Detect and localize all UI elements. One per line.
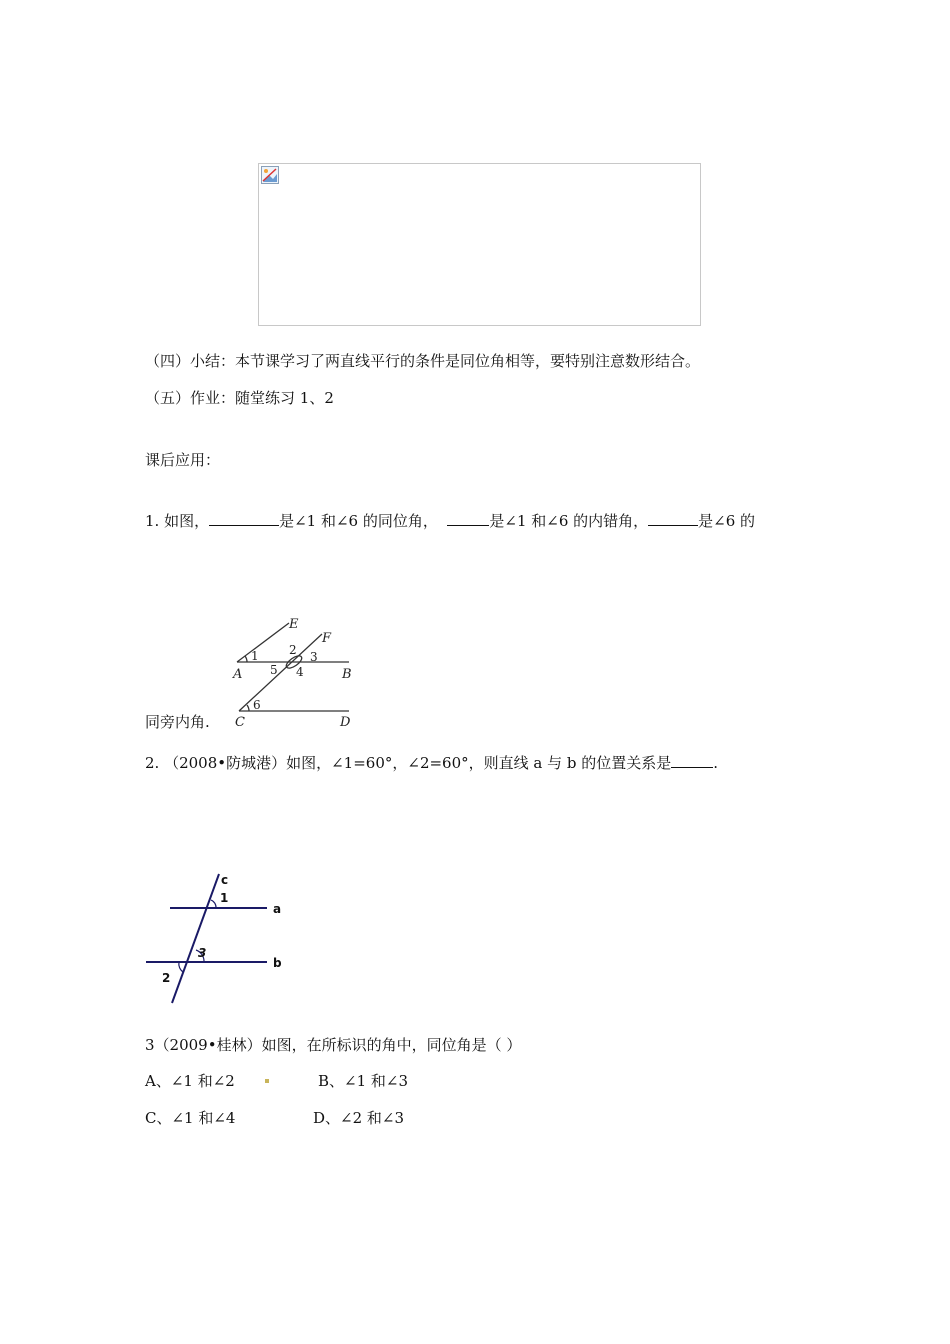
q3-option-a[interactable]: A、∠1 和∠2 <box>145 1072 235 1090</box>
fig1-angle-5: 5 <box>270 663 278 677</box>
q2-text-post: . <box>713 754 719 772</box>
question-2 <box>145 752 718 773</box>
q2-text-pre: 2. （2008•防城港）如图，∠1=60°，∠2=60°，则直线 a 与 b 的位置关系是 <box>145 754 672 772</box>
fig1-label-b: B <box>342 667 352 682</box>
fig1-angle-2: 2 <box>289 643 297 657</box>
line-cf <box>239 634 322 711</box>
q1-part1: 1. 如图， <box>145 512 210 530</box>
line-c <box>172 874 219 1003</box>
q1-part4: 是∠6 的 <box>698 512 756 530</box>
figure-2-parallel-lines <box>140 870 300 1010</box>
angle-2-arc <box>179 962 183 972</box>
fig1-angle-1: 1 <box>251 649 259 663</box>
q1-blank-3[interactable] <box>648 510 698 526</box>
homework-text: （五）作业：随堂练习 1、2 <box>145 389 334 407</box>
after-class-heading: 课后应用： <box>145 451 221 469</box>
angle-6-arc <box>247 705 249 711</box>
broken-image-placeholder <box>258 163 701 326</box>
fig1-angle-6: 6 <box>253 698 261 712</box>
q3-option-c[interactable]: C、∠1 和∠4 <box>145 1109 236 1127</box>
q1-blank-2[interactable] <box>447 510 489 526</box>
fig2-angle-3: 3 <box>198 946 207 960</box>
q1-blank-1[interactable] <box>209 510 279 526</box>
fig2-label-a: a <box>273 902 282 916</box>
question-1 <box>145 510 755 531</box>
fig1-angle-3: 3 <box>310 650 318 664</box>
fig2-angle-1: 1 <box>220 891 229 905</box>
figure-1-parallel-lines <box>225 612 365 730</box>
q1-part2: 是∠1 和∠6 的同位角， <box>279 512 438 530</box>
q1-part3: 是∠1 和∠6 的内错角， <box>489 512 649 530</box>
q2-blank[interactable] <box>671 752 713 768</box>
fig1-label-f: F <box>322 631 332 646</box>
q1-tail-text: 同旁内角. <box>145 713 210 731</box>
angle-1-arc <box>245 656 247 662</box>
fig2-label-b: b <box>273 956 282 970</box>
fig2-label-c: c <box>221 873 229 887</box>
summary-text: （四）小结：本节课学习了两直线平行的条件是同位角相等，要特别注意数形结合。 <box>145 352 701 370</box>
fig1-label-a: A <box>233 667 243 682</box>
q3-option-d[interactable]: D、∠2 和∠3 <box>313 1109 405 1127</box>
broken-image-icon <box>261 166 279 184</box>
angle-1-arc <box>211 900 216 908</box>
question-3-stem: 3（2009•桂林）如图，在所标识的角中，同位角是（ ） <box>145 1036 522 1054</box>
q3-option-b[interactable]: B、∠1 和∠3 <box>318 1072 409 1090</box>
fig1-label-c: C <box>235 715 245 730</box>
fig1-label-d: D <box>340 715 351 730</box>
fig1-label-e: E <box>289 617 299 632</box>
fig2-angle-2: 2 <box>162 971 171 985</box>
fig1-angle-4: 4 <box>296 665 304 679</box>
stray-dot-mark <box>265 1079 269 1083</box>
